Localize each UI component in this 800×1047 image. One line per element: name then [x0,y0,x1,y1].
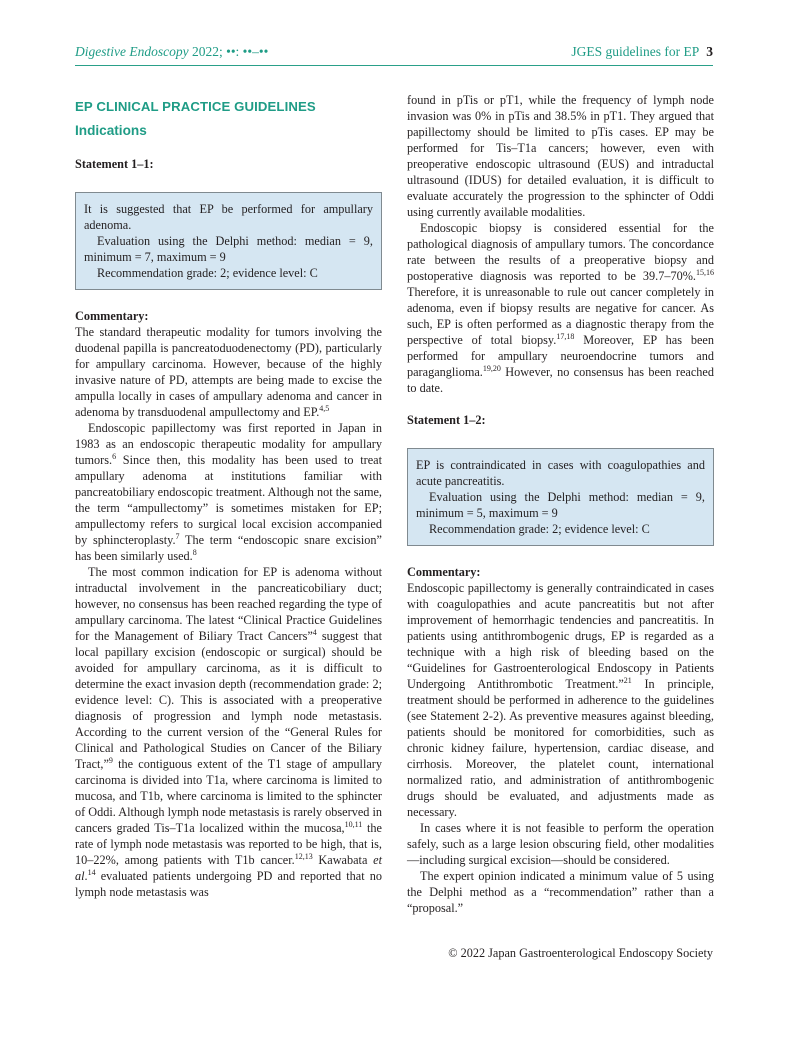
statement-1-2-text: EP is contraindicated in cases with coagulopathies and acute pancreatitis. [416,458,705,488]
commentary-label-2: Commentary: [407,565,481,579]
paragraph-text: Kawabata [312,853,374,867]
paragraph-text: . [84,869,88,883]
citation: 21 [623,675,632,685]
paragraph-text: Since then, this modality has been used to treat ampullary adenoma at institutions familiar with pancreatobiliary endoscopic treatment. Although not the same, the term “ampullectomy” is sometimes mistaken for EP; ampullectomy refers to surgical local excision accompanied by sphincteroplasty. [75,453,382,547]
journal-name: Digestive Endoscopy [75,44,189,59]
citation: 17,18 [556,331,575,341]
et-al: et al [75,853,382,883]
paragraph-text: However, no consensus has been reached to date. [407,365,714,395]
paragraph-text: In principle, treatment should be performed in adherence to the guidelines (see Statement 2-2). As preventive measures against bleeding, patients should be monitored for comorbidities, such as chronic kidney failure, hypertension, cardiac disease, and cirrhosis. Moreover, the platelet count, international normalized ratio, and administration of antithrombogenic drugs should be evaluated, and adjustments made as necessary. [407,677,714,819]
citation: 12,13 [294,851,313,861]
paragraph-text: the rate of lymph node metastasis was reported to be high, that is, 10–22%, among patients with T1b cancer. [75,821,382,867]
paragraph-text: The term “endoscopic snare excision” has been similarly used. [75,533,382,563]
paragraph [407,580,714,820]
citation: 15,16 [696,267,714,277]
paragraph-text: suggest that local papillary excision (endoscopic or surgical) should be avoided for ampullary carcinoma, as it is difficult to determine the exact invasion depth (recommendation grade: 2; evidence level: C). This is associated with a preoperative diagnosis of progression and lymph node metastasis. According to the current version of the “General Rules for Clinical and Pathological Studies on Cancer of the Biliary Tract,” [75,629,382,771]
page-number: 3 [706,44,713,59]
paragraph-text: evaluated patients undergoing PD and reported that no lymph node metastasis was [75,869,382,899]
citation: 8 [192,547,197,557]
left-column [75,92,382,900]
right-column [407,92,714,916]
citation: 4 [312,627,317,637]
paragraph-text: Endoscopic papillectomy is generally contraindicated in cases with coagulopathies and acute pancreatitis but not after improvement of hemorrhagic tendencies and pancreatitis. In patients using antithrombogenic drugs, EP is regarded as a technique with a high risk of bleeding based on the “Guidelines for Gastroenterological Endoscopy in Patients Undergoing Antithrombotic Treatment.” [407,581,714,691]
running-title: JGES guidelines for EP [571,44,700,59]
paragraph: In cases where it is not feasible to perform the operation safely, such as a large lesion obscuring field, other modalities—including surgical excision—should be considered. [407,821,714,867]
statement-1-1-text: It is suggested that EP be performed for ampullary adenoma. [84,202,373,232]
running-title-block [571,44,713,60]
running-header [75,44,713,66]
citation: 6 [112,451,117,461]
paragraph-text: Endoscopic papillectomy was first reported in Japan in 1983 as an endoscopic therapeutic modality for ampullary tumors. [75,421,382,467]
paragraph-text: the contiguous extent of the T1 stage of ampullary carcinoma is divided into T1a, where carcinoma is limited to mucosa, and T1b, where carcinoma is limited to the sphincter of Oddi. Although lymph node metastasis is rarely observed in cancers graded Tis–T1a localized within the mucosa, [75,757,382,835]
statement-1-2-label: Statement 1–2: [407,413,486,427]
citation: 7 [175,531,180,541]
section-title: EP CLINICAL PRACTICE GUIDELINES [75,99,316,114]
paragraph-text: The most common indication for EP is adenoma without intraductal involvement in the pancreaticobiliary duct; however, no consensus has been reached regarding the type of ampullary carcinoma. The latest “Clinical Practice Guidelines for the Management of Biliary Tract Cancers” [75,565,382,643]
paragraph [407,220,714,396]
paragraph [75,420,382,564]
statement-1-1-delphi: Evaluation using the Delphi method: median = 9, minimum = 7, maximum = 9 [84,234,373,264]
copyright-footer: © 2022 Japan Gastroenterological Endoscopy Society [448,946,713,960]
citation: 4,5 [319,403,330,413]
journal-citation [75,44,268,60]
subsection-title: Indications [75,123,147,138]
citation: 9 [108,755,113,765]
statement-1-1-box [75,192,382,290]
paragraph-text: Moreover, EP has been performed for ampullary neuroendocrine tumors and paraganglioma. [407,333,714,379]
paragraph: The expert opinion indicated a minimum value of 5 using the Delphi method as a “recommendation” rather than a “proposal.” [407,869,714,915]
paragraph [75,324,382,420]
paragraph [75,564,382,900]
paragraph-text: Therefore, it is unreasonable to rule out cancer completely in adenoma, even if biopsy results are negative for cancer. As such, EP is often performed as a diagnostic therapy from the perspective of total biopsy. [407,285,714,347]
journal-year-issue: 2022; ••: ••–•• [188,44,269,59]
commentary-label-1: Commentary: [75,309,149,323]
citation: 19,20 [482,363,501,373]
citation: 14 [87,867,96,877]
statement-1-1-label: Statement 1–1: [75,157,154,171]
statement-1-2-delphi: Evaluation using the Delphi method: median = 9, minimum = 5, maximum = 9 [416,490,705,520]
statement-1-2-box [407,448,714,546]
statement-1-2-grade: Recommendation grade: 2; evidence level: C [429,522,650,536]
citation: 10,11 [344,819,363,829]
paragraph-text: Endoscopic biopsy is considered essential for the pathological diagnosis of ampullary tumors. The concordance rate between the results of a preoperative biopsy and postoperative diagnosis was reported to be 39.7–70%. [407,221,714,283]
paragraph-text: The standard therapeutic modality for tumors involving the duodenal papilla is pancreatoduodenectomy (PD), particularly for ampullary carcinoma. However, because of the highly invasive nature of PD, attempts are being made to excise the ampulla locally in cases of ampullary adenoma and cancer in adenoma by transduodenal ampullectomy and EP. [75,325,382,419]
statement-1-1-grade: Recommendation grade: 2; evidence level: C [97,266,318,280]
paragraph: found in pTis or pT1, while the frequency of lymph node invasion was 0% in pTis and 38.5% in pT1. They argued that papillectomy should be limited to pTis cases. EP may be performed for Tis–T1a cancers; however, even with preoperative endoscopic ultrasound (EUS) and intraductal ultrasound (IDUS) for detailed evaluation, it is difficult to evaluate accurately the progression to the sphincter of Oddi using currently available modalities. [407,93,714,219]
